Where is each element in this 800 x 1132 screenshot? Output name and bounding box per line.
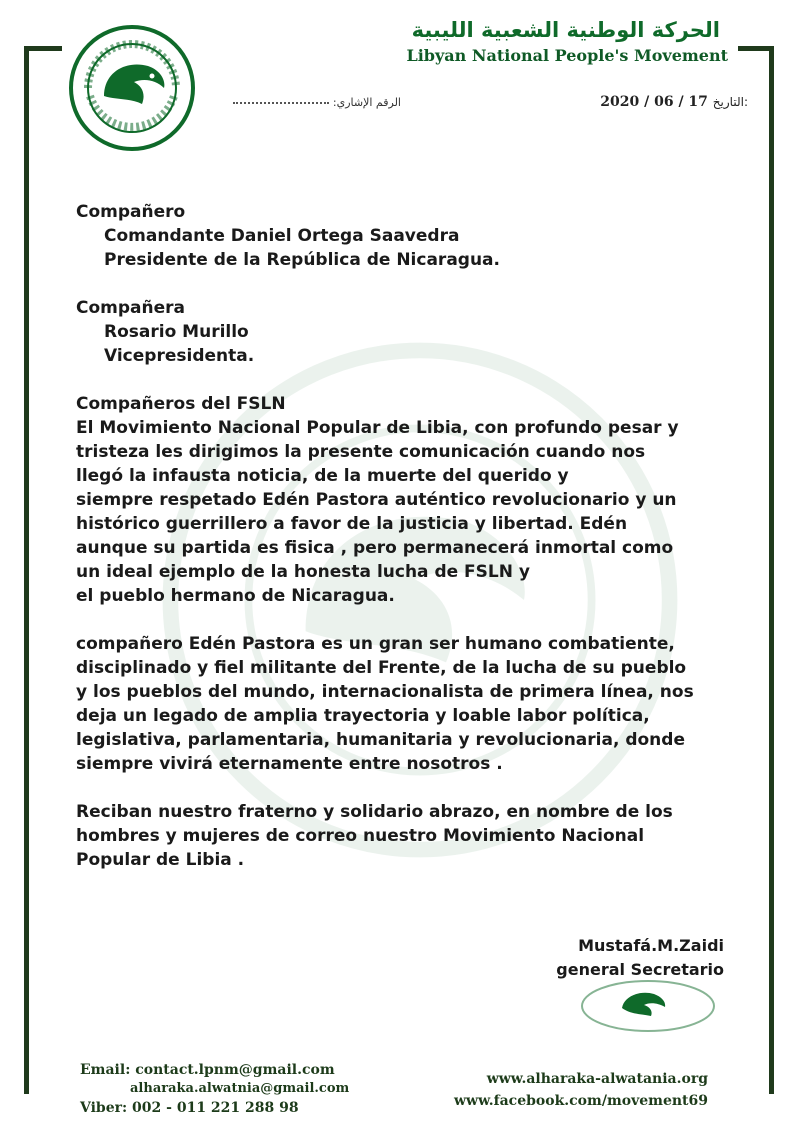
paragraph-3-line: Popular de Libia . (76, 850, 245, 870)
date-value: 2020 / 06 / 17 (600, 94, 708, 110)
org-title-arabic: الحركة الوطنية الشعبية الليبية (411, 18, 720, 42)
footer-website-link[interactable]: www.alharaka-alwatania.org (486, 1071, 708, 1087)
greeting: Compañeros del FSLN (76, 394, 286, 414)
paragraph-2-line: deja un legado de amplia trayectoria y loable labor política, (76, 706, 650, 726)
footer-contact (80, 1060, 349, 1118)
paragraph-2-line: compañero Edén Pastora es un gran ser humano combatiente, (76, 634, 675, 654)
signature-block (556, 934, 724, 982)
signatory-name: Mustafá.M.Zaidi (578, 936, 724, 955)
frame-left (24, 46, 29, 1094)
recipient-2-title: Vicepresidenta. (104, 346, 255, 366)
paragraph-2-line: legislativa, parlamentaria, humanitaria y revolucionaria, donde (76, 730, 685, 750)
official-stamp (578, 978, 718, 1034)
footer-facebook-link[interactable]: www.facebook.com/movement69 (453, 1093, 708, 1109)
paragraph-2-line: disciplinado y fiel militante del Frente, de la lucha de su pueblo (76, 658, 687, 678)
recipient-1-name: Comandante Daniel Ortega Saavedra (104, 226, 460, 246)
frame-top-left (24, 46, 62, 51)
paragraph-1-line: El Movimiento Nacional Popular de Libia, con profundo pesar y (76, 418, 679, 438)
footer-email: Email: contact.lpnm@gmail.com (80, 1062, 335, 1078)
reference-number-row (226, 96, 401, 109)
footer-email-secondary: alharaka.alwatnia@gmail.com (130, 1081, 350, 1096)
recipient-2-name: Rosario Murillo (104, 322, 249, 342)
signatory-title: general Secretario (556, 960, 724, 979)
recipient-1-title: Presidente de la República de Nicaragua. (104, 250, 500, 270)
paragraph-1-line: un ideal ejemplo de la honesta lucha de FSLN y (76, 562, 530, 582)
paragraph-3-line: Reciban nuestro fraterno y solidario abrazo, en nombre de los (76, 802, 673, 822)
paragraph-1-line: llegó la infausta noticia, de la muerte del querido y (76, 466, 569, 486)
paragraph-2-line: y los pueblos del mundo, internacionalista de primera línea, nos (76, 682, 694, 702)
paragraph-3-line: hombres y mujeres de correo nuestro Movimiento Nacional (76, 826, 645, 846)
footer-viber: Viber: 002 - 011 221 288 98 (80, 1100, 299, 1116)
org-title-english: Libyan National People's Movement (406, 46, 728, 65)
movement-logo (68, 24, 196, 152)
paragraph-2-line: siempre vivirá eternamente entre nosotros . (76, 754, 503, 774)
paragraph-1-line: histórico guerrillero a favor de la justicia y libertad. Edén (76, 514, 628, 534)
letter-body (76, 200, 736, 872)
paragraph-1-line: tristeza les dirigimos la presente comunicación cuando nos (76, 442, 646, 462)
paragraph-1-line: aunque su partida es fisica , pero permanecerá inmortal como (76, 538, 674, 558)
recipient-1-salutation: Compañero (76, 202, 186, 222)
footer-web (454, 1068, 708, 1112)
reference-label: الرقم الإشاري: (332, 96, 401, 109)
recipient-2-salutation: Compañera (76, 298, 185, 318)
frame-right (769, 46, 774, 1094)
date-label: التاريخ: (712, 95, 748, 109)
paragraph-1-line: el pueblo hermano de Nicaragua. (76, 586, 395, 606)
date-row (600, 94, 748, 110)
reference-dots (233, 102, 329, 104)
paragraph-1-line: siempre respetado Edén Pastora auténtico revolucionario y un (76, 490, 677, 510)
